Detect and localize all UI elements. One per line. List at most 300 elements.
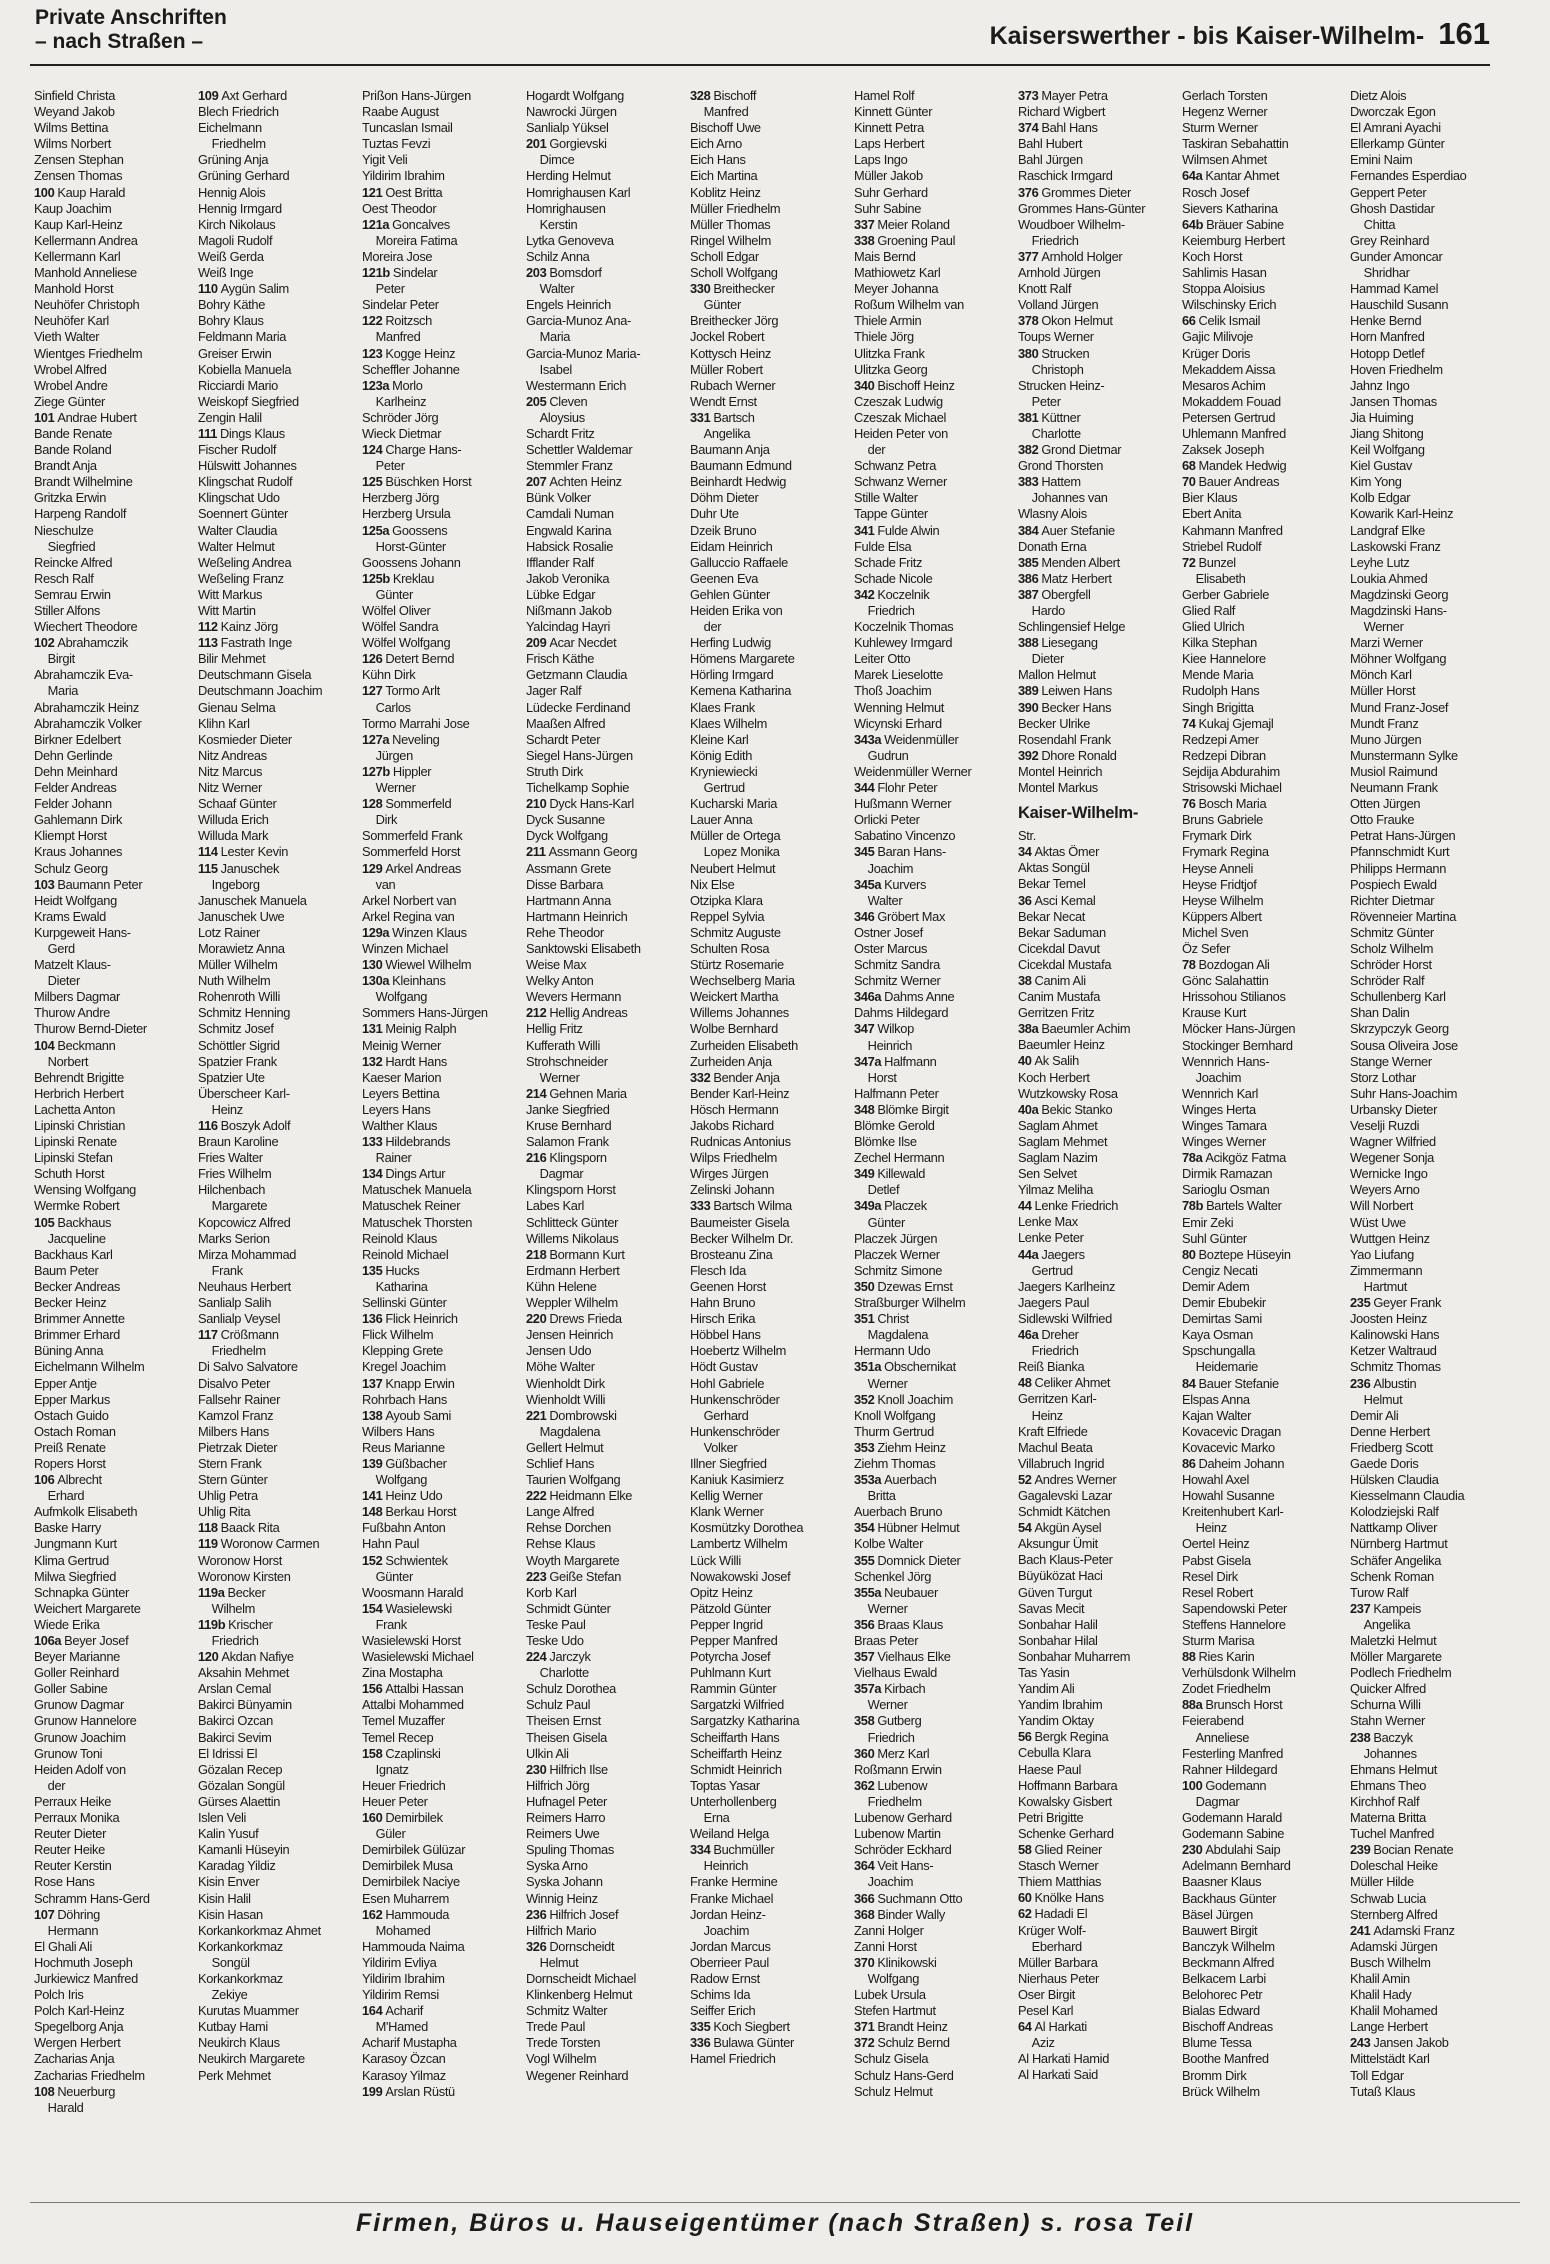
house-number: 120 [198, 1649, 219, 1665]
resident-entry [1018, 1070, 1176, 1086]
resident-name: Gehnen Maria [549, 1085, 627, 1101]
resident-entry [198, 490, 356, 506]
resident-name: Scholl Edgar [690, 248, 759, 264]
resident-entry [1350, 506, 1504, 522]
resident-entry [1350, 394, 1504, 410]
resident-entry [1350, 748, 1504, 764]
resident-entry [34, 442, 192, 458]
resident-name: Demirbilek [385, 1810, 443, 1826]
resident-entry [854, 1633, 1012, 1649]
resident-entry [526, 1971, 684, 1987]
house-number: 372 [854, 2035, 875, 2051]
entry-continuation: Songül [211, 1954, 250, 1970]
resident-entry [34, 1343, 192, 1359]
resident-entry [198, 1327, 356, 1343]
resident-entry [198, 861, 356, 877]
resident-entry [34, 1166, 192, 1182]
entry-continuation: Günter [867, 1214, 905, 1230]
resident-entry [1350, 168, 1504, 184]
resident-entry [1350, 490, 1504, 506]
resident-name: Wieck Dietmar [362, 425, 442, 441]
resident-entry [1350, 1440, 1504, 1456]
resident-name: Kregel Joachim [362, 1359, 446, 1375]
resident-name: Toups Werner [1018, 329, 1094, 345]
resident-entry [362, 571, 520, 587]
resident-entry [690, 1665, 848, 1681]
resident-name: Kraft Elfriede [1018, 1423, 1088, 1439]
house-number: 390 [1018, 699, 1039, 715]
house-number: 370 [854, 1954, 875, 1970]
resident-name: Roßmann Erwin [854, 1761, 942, 1777]
resident-name: Hilchenbach [198, 1182, 266, 1198]
resident-entry [1350, 1713, 1504, 1729]
resident-entry [1018, 346, 1176, 362]
resident-name: Mende Maria [1182, 667, 1254, 683]
resident-name: Pospiech Ewald [1350, 876, 1437, 892]
resident-entry [1018, 1906, 1176, 1922]
resident-entry [1182, 748, 1340, 764]
resident-entry [362, 297, 520, 313]
resident-entry [854, 1021, 1012, 1037]
resident-entry [1018, 1295, 1176, 1311]
resident-entry [690, 1215, 848, 1231]
resident-name: Ebert Anita [1182, 506, 1242, 522]
resident-entry [1182, 1054, 1340, 1070]
resident-entry [526, 796, 684, 812]
resident-entry [690, 1021, 848, 1037]
resident-name: Nißmann Jakob [526, 603, 612, 618]
resident-name: Epper Markus [34, 1391, 110, 1407]
resident-name: Kowalsky Gisbert [1018, 1793, 1112, 1809]
resident-entry [34, 297, 192, 313]
resident-entry [526, 1713, 684, 1729]
resident-entry [854, 1649, 1012, 1665]
resident-entry [198, 1923, 356, 1939]
resident-name: Schulz Paul [526, 1697, 591, 1713]
resident-entry [1182, 1198, 1340, 1214]
resident-entry [34, 201, 192, 217]
resident-entry [1350, 893, 1504, 909]
resident-name: Tutaß Klaus [1350, 2083, 1416, 2099]
resident-entry [34, 1311, 192, 1327]
resident-entry [34, 1891, 192, 1907]
resident-name: Kainz Jörg [220, 619, 278, 635]
entry-continuation: Heinz [1031, 1407, 1063, 1423]
resident-name: Galluccio Raffaele [690, 554, 788, 570]
resident-name: Weickert Martha [690, 989, 779, 1005]
resident-entry [362, 1408, 520, 1424]
resident-entry [854, 1762, 1012, 1778]
resident-name: Hoffmann Barbara [1018, 1777, 1118, 1793]
entry-continuation: Isabel [539, 361, 572, 377]
resident-name: Hochmuth Joseph [34, 1954, 133, 1970]
house-number: 44 [1018, 1198, 1032, 1214]
resident-name: Tichelkamp Sophie [526, 780, 630, 796]
resident-entry [1018, 1955, 1176, 1971]
resident-entry [1018, 1247, 1176, 1263]
resident-entry [362, 1778, 520, 1794]
resident-entry [690, 1295, 848, 1311]
resident-entry [526, 1939, 684, 1955]
resident-name: Hamel Rolf [854, 88, 915, 103]
resident-name: Grond Thorsten [1018, 458, 1104, 474]
resident-entry [854, 555, 1012, 571]
resident-name: Schwientek [385, 1552, 448, 1568]
resident-name: Bekar Saduman [1018, 924, 1106, 940]
entry-continuation: Heinrich [703, 1858, 749, 1874]
resident-name: Sommerfeld [385, 796, 452, 812]
resident-name: Grunow Dagmar [34, 1697, 124, 1713]
resident-entry [362, 1086, 520, 1102]
resident-entry [1350, 1118, 1504, 1134]
house-number: 117 [198, 1327, 218, 1343]
house-number: 125 [362, 474, 383, 490]
resident-entry [526, 442, 684, 458]
entry-continuation: Gerhard [703, 1407, 749, 1423]
house-number: 36 [1018, 892, 1032, 908]
resident-name: Spatzier Ute [198, 1069, 265, 1085]
resident-entry [34, 1842, 192, 1858]
entry-continuation: Friedrich [867, 1729, 915, 1745]
resident-name: Toll Edgar [1350, 2067, 1404, 2083]
resident-name: Müller de Ortega [690, 828, 781, 844]
resident-entry [198, 426, 356, 442]
resident-name: Krüger Wolf- [1018, 1922, 1086, 1938]
entry-continuation: Walter [539, 281, 575, 297]
resident-name: Kottysch Heinz [690, 345, 771, 361]
resident-entry [198, 973, 356, 989]
resident-name: Gagalevski Lazar [1018, 1487, 1112, 1503]
resident-name: Epper Antje [34, 1375, 97, 1391]
resident-name: Steffens Hannelore [1182, 1616, 1286, 1632]
resident-name: Ak Salih [1034, 1053, 1079, 1069]
resident-name: Baske Harry [34, 1520, 101, 1536]
resident-entry [198, 1005, 356, 1021]
resident-name: Felder Andreas [34, 780, 117, 796]
resident-name: Reinold Klaus [362, 1230, 437, 1246]
house-number: 388 [1018, 635, 1039, 651]
resident-entry [34, 2051, 192, 2067]
resident-entry [34, 136, 192, 152]
resident-name: Hattem [1041, 474, 1081, 490]
resident-name: Taskiran Sebahattin [1182, 136, 1289, 152]
entry-continuation: Eberhard [1031, 1938, 1082, 1954]
resident-name: Schröder Eckhard [854, 1842, 952, 1858]
resident-entry [690, 1102, 848, 1118]
resident-entry [526, 120, 684, 136]
resident-name: Reuter Heike [34, 1842, 105, 1858]
resident-name: Stern Günter [198, 1472, 268, 1488]
house-number: 162 [362, 1906, 383, 1922]
resident-entry [1018, 1601, 1176, 1617]
resident-name: Blömke Ilse [854, 1134, 917, 1150]
resident-name: Urbansky Dieter [1350, 1101, 1438, 1117]
resident-name: Wlasny Alois [1018, 506, 1087, 522]
resident-name: Fries Wilhelm [198, 1166, 272, 1182]
resident-name: Januschek [220, 860, 280, 876]
resident-entry [1350, 1150, 1504, 1166]
resident-entry [854, 1118, 1012, 1134]
resident-name: Stemmler Franz [526, 458, 613, 474]
resident-name: Willuda Erich [198, 812, 269, 828]
resident-entry [34, 1376, 192, 1392]
resident-name: Celiker Ahmet [1034, 1375, 1111, 1391]
house-number: 356 [854, 1616, 875, 1632]
resident-name: Sindelar [392, 265, 438, 281]
resident-entry [1018, 1391, 1176, 1407]
resident-name: Howahl Axel [1182, 1472, 1250, 1488]
resident-name: Canim Mustafa [1018, 989, 1101, 1005]
resident-name: Sanktowski Elisabeth [526, 940, 641, 956]
entry-continuation: Birgit [47, 651, 75, 667]
resident-entry [526, 683, 684, 699]
resident-name: Willuda Mark [198, 828, 269, 844]
resident-entry [34, 1633, 192, 1649]
resident-name: Schims Ida [690, 1987, 751, 2003]
resident-name: Demirbilek Naciye [362, 1874, 460, 1890]
entry-continuation: Johannes [1363, 1745, 1417, 1761]
resident-name: Schröder Horst [1350, 957, 1432, 973]
resident-entry [1182, 1891, 1340, 1907]
resident-name: Disalvo Peter [198, 1375, 271, 1391]
resident-name: Glied Ralf [1182, 603, 1236, 618]
entry-continuation: Joachim [867, 1874, 914, 1890]
resident-name: Blömke Birgit [877, 1101, 949, 1117]
resident-name: Disse Barbara [526, 876, 604, 892]
house-number: 110 [198, 281, 218, 297]
resident-name: Arkel Norbert van [362, 892, 457, 908]
resident-entry [198, 313, 356, 329]
resident-entry [854, 1939, 1012, 1955]
house-number: 346a [854, 989, 882, 1005]
resident-name: Schnapka Günter [34, 1584, 129, 1600]
house-number: 351 [854, 1311, 875, 1327]
resident-entry [1018, 716, 1176, 732]
house-number: 68 [1182, 458, 1196, 474]
resident-entry [690, 1392, 848, 1408]
resident-entry [198, 1279, 356, 1295]
resident-name: Auerbach Bruno [854, 1504, 943, 1520]
resident-name: König Edith [690, 747, 753, 763]
resident-entry [34, 1939, 192, 1955]
resident-entry [690, 378, 848, 394]
house-number: 126 [362, 651, 383, 667]
resident-name: Czeszak Ludwig [854, 393, 943, 409]
resident-entry [690, 941, 848, 957]
resident-name: Mirza Mohammad [198, 1246, 297, 1262]
resident-entry [1350, 1891, 1504, 1907]
resident-name: Klingsporn Horst [526, 1182, 616, 1198]
entry-continuation: Joachim [1195, 1069, 1242, 1085]
resident-name: Wensing Wolfgang [34, 1182, 136, 1198]
resident-entry [526, 1311, 684, 1327]
resident-entry [1182, 764, 1340, 780]
house-number: 121b [362, 265, 390, 281]
resident-entry [1350, 233, 1504, 249]
resident-entry [1350, 1472, 1504, 1488]
resident-entry [1018, 941, 1176, 957]
resident-name: Baeumler Achim [1041, 1021, 1131, 1037]
house-number: 72 [1182, 554, 1196, 570]
resident-entry [198, 265, 356, 281]
resident-name: Jordan Marcus [690, 1938, 771, 1954]
resident-name: Mekaddem Aissa [1182, 361, 1276, 377]
resident-entry [1350, 1826, 1504, 1842]
resident-entry [1018, 957, 1176, 973]
resident-entry [362, 506, 520, 522]
resident-name: Erdmann Herbert [526, 1262, 620, 1278]
resident-entry [526, 651, 684, 667]
resident-name: Zimmermann [1350, 1262, 1423, 1278]
resident-name: Reimers Harro [526, 1810, 606, 1826]
resident-entry [854, 1424, 1012, 1440]
resident-name: Klingschat Rudolf [198, 474, 293, 490]
resident-name: Rosendahl Frank [1018, 731, 1111, 747]
resident-entry [1350, 1553, 1504, 1569]
resident-name: Bünk Volker [526, 490, 591, 506]
resident-name: Wilmsen Ahmet [1182, 152, 1267, 168]
resident-name: Klima Gertrud [34, 1552, 109, 1568]
entry-continuation: Helmut [539, 1954, 579, 1970]
resident-entry [1182, 506, 1340, 522]
resident-name: Schmidt Heinrich [690, 1761, 782, 1777]
resident-name: Hogardt Wolfgang [526, 88, 624, 103]
resident-name: Spschungalla [1182, 1343, 1256, 1359]
resident-entry [1350, 683, 1504, 699]
resident-name: Meier Roland [877, 216, 950, 232]
resident-name: Wirges Jürgen [690, 1166, 769, 1182]
resident-entry [1350, 313, 1504, 329]
resident-entry [34, 1504, 192, 1520]
resident-name: Rehe Theodor [526, 924, 604, 940]
resident-name: Weichert Margarete [34, 1600, 141, 1616]
entry-continuation: Britta [867, 1488, 896, 1504]
resident-name: Ricciardi Mario [198, 377, 278, 393]
resident-entry [1182, 539, 1340, 555]
resident-name: Liesegang [1041, 635, 1098, 651]
resident-name: Garcia-Munoz Maria- [526, 345, 641, 361]
resident-entry [1018, 1182, 1176, 1198]
resident-name: Bunzel [1198, 554, 1236, 570]
resident-entry [198, 1697, 356, 1713]
resident-entry [1018, 506, 1176, 522]
resident-name: Adamski Jürgen [1350, 1938, 1438, 1954]
resident-name: Dzeik Bruno [690, 522, 757, 538]
resident-name: Weßeling Andrea [198, 554, 292, 570]
resident-name: Zurheiden Anja [690, 1053, 772, 1069]
resident-name: Kirbach [884, 1681, 926, 1697]
resident-name: Dornscheidt [549, 1938, 615, 1954]
resident-name: Witt Martin [198, 603, 256, 618]
resident-name: Nierhaus Peter [1018, 1970, 1099, 1986]
resident-name: Halfmann Peter [854, 1085, 939, 1101]
resident-entry [1018, 249, 1176, 265]
resident-entry [854, 2035, 1012, 2051]
resident-entry [1182, 1810, 1340, 1826]
resident-name: Jaegers Paul [1018, 1294, 1089, 1310]
resident-name: Hilfrich Josef [549, 1906, 619, 1922]
resident-entry [526, 635, 684, 651]
resident-entry [690, 1182, 848, 1198]
house-number: 357a [854, 1681, 882, 1697]
resident-entry [1182, 1166, 1340, 1182]
resident-entry [1182, 1311, 1340, 1327]
resident-entry [1182, 1665, 1340, 1681]
resident-entry [1182, 1005, 1340, 1021]
resident-entry [34, 506, 192, 522]
entry-continuation: Werner [375, 780, 416, 796]
resident-name: Eich Hans [690, 152, 746, 168]
resident-name: Kaeser Marion [362, 1069, 442, 1085]
resident-name: Garcia-Munoz Ana- [526, 313, 631, 329]
resident-entry [854, 539, 1012, 555]
resident-entry [854, 297, 1012, 313]
resident-name: Herding Helmut [526, 168, 611, 184]
house-number: 331 [690, 409, 711, 425]
resident-name: Fernandes Esperdiao [1350, 168, 1467, 184]
resident-name: Busch Wilhelm [1350, 1954, 1431, 1970]
resident-entry [362, 2003, 520, 2019]
resident-name: Kamzol Franz [198, 1407, 274, 1423]
resident-name: Beyer Marianne [34, 1649, 120, 1665]
resident-name: Möhe Walter [526, 1359, 595, 1375]
resident-name: Baeumler Heinz [1018, 1037, 1105, 1053]
resident-name: Heiden Peter von [854, 425, 948, 441]
resident-name: Goller Sabine [34, 1681, 108, 1697]
resident-name: Sommers Hans-Jürgen [362, 1005, 488, 1021]
resident-entry [1182, 2003, 1340, 2019]
resident-name: Gerber Gabriele [1182, 586, 1270, 602]
resident-entry [1350, 1681, 1504, 1697]
house-number: 124 [362, 442, 383, 458]
resident-name: Boothe Manfred [1182, 2051, 1269, 2067]
resident-entry [1182, 1263, 1340, 1279]
resident-name: Koczelnik [877, 586, 930, 602]
resident-entry [198, 796, 356, 812]
resident-name: Fries Walter [198, 1150, 263, 1166]
resident-name: Kurpgeweit Hans- [34, 924, 131, 940]
resident-entry [1018, 571, 1176, 587]
resident-name: Homrighausen Karl [526, 184, 631, 200]
resident-entry [1018, 1488, 1176, 1504]
resident-entry [198, 957, 356, 973]
resident-name: Perraux Heike [34, 1793, 112, 1809]
resident-entry [362, 1247, 520, 1263]
resident-name: Emini Naim [1350, 152, 1413, 168]
resident-name: Resel Robert [1182, 1584, 1253, 1600]
entry-continuation: Dieter [1031, 651, 1064, 667]
resident-name: Thiele Jörg [854, 329, 914, 345]
resident-name: Braun Karoline [198, 1134, 279, 1150]
resident-entry [526, 1633, 684, 1649]
resident-entry [526, 249, 684, 265]
resident-name: Soennert Günter [198, 506, 288, 522]
resident-entry [198, 152, 356, 168]
resident-entry [198, 1794, 356, 1810]
entry-continuation: Friedhelm [211, 136, 266, 152]
resident-name: Suhl Günter [1182, 1230, 1247, 1246]
resident-entry [1350, 1874, 1504, 1890]
house-number: 351a [854, 1359, 882, 1375]
resident-entry [854, 1198, 1012, 1214]
resident-name: Lubenow [877, 1777, 928, 1793]
resident-entry [34, 1408, 192, 1424]
resident-name: Schenke Gerhard [1018, 1825, 1114, 1841]
resident-name: Aksungur Ümit [1018, 1536, 1098, 1552]
resident-entry [1018, 1230, 1176, 1246]
resident-entry [526, 1086, 684, 1102]
resident-name: Eichelmann Wilhelm [34, 1359, 145, 1375]
